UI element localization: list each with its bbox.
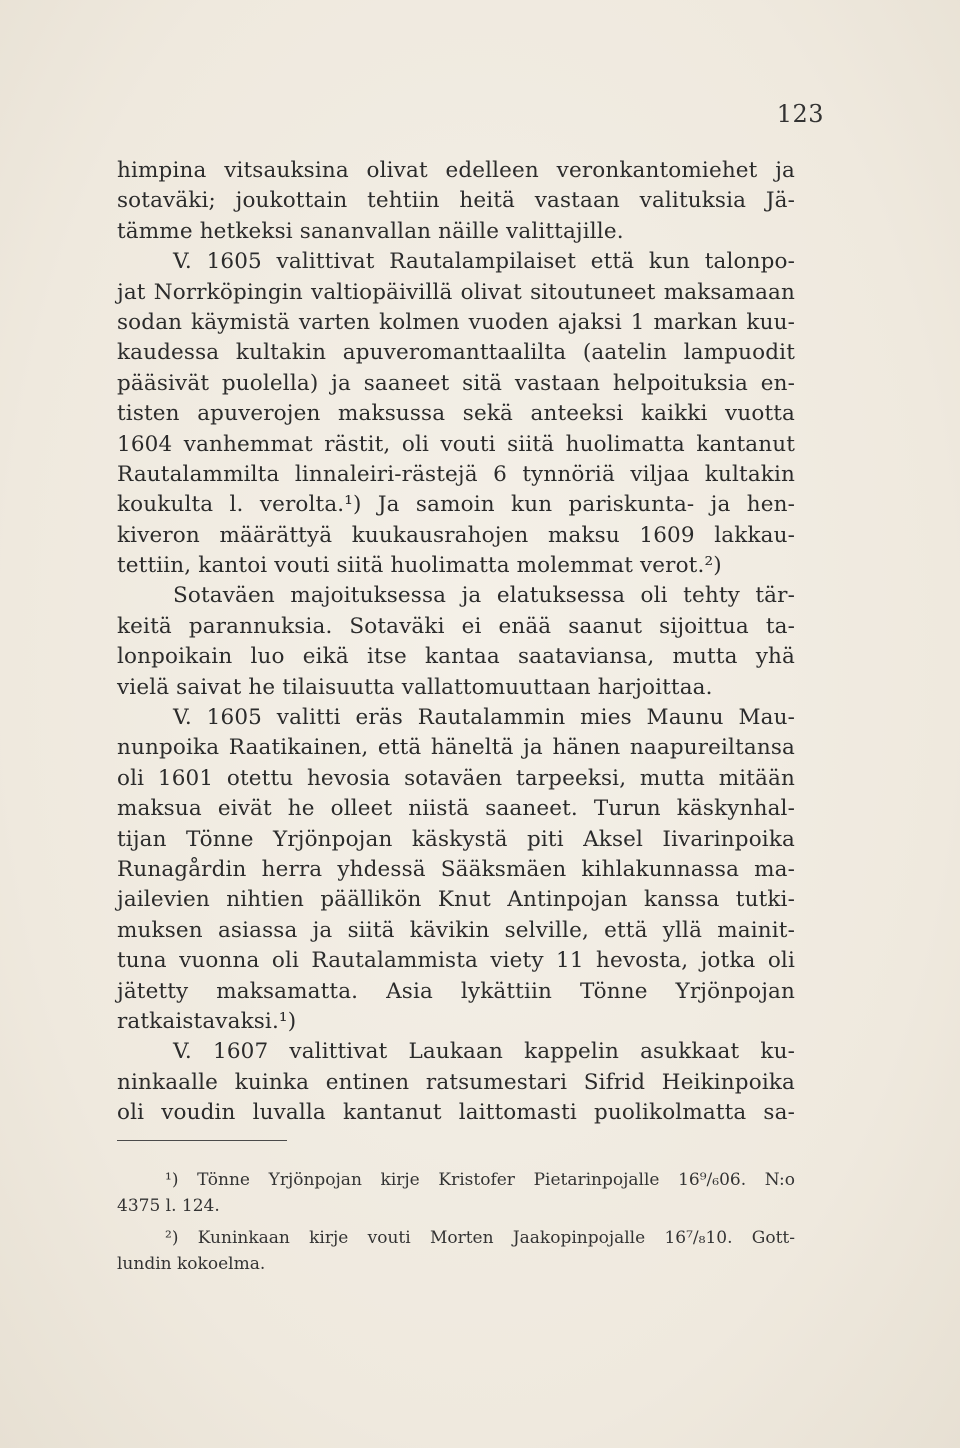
text-line: V. 1605 valitti eräs Rautalammin mies Maunu Mau- <box>173 705 795 731</box>
text-line: pääsivät puolella) ja saaneet sitä vastaan helpoituksia en- <box>117 370 795 396</box>
footnotes <box>117 1167 795 1277</box>
text-line: maksua eivät he olleet niistä saaneet. Turun käskynhal- <box>117 796 795 822</box>
text-line: lonpoikain luo eikä itse kantaa saataviansa, mutta yhä <box>117 644 795 670</box>
text-line: jailevien nihtien päällikön Knut Antinpojan kanssa tutki- <box>117 887 795 913</box>
text-line: Runagårdin herra yhdessä Sääksmäen kihlakunnassa ma- <box>117 856 795 882</box>
text-line: vielä saivat he tilaisuutta vallattomuuttaan harjoittaa. <box>117 674 713 700</box>
text-line: tämme hetkeksi sananvallan näille valittajille. <box>117 218 624 244</box>
text-line: jätetty maksamatta. Asia lykättiin Tönne Yrjönpojan <box>117 978 795 1004</box>
text-line: V. 1607 valittivat Laukaan kappelin asukkaat ku- <box>173 1039 795 1065</box>
text-line: tettiin, kantoi vouti siitä huolimatta molemmat verot.²) <box>117 553 722 579</box>
text-line: sodan käymistä varten kolmen vuoden ajaksi 1 markan kuu- <box>117 309 795 335</box>
text-line: oli voudin luvalla kantanut laittomasti puolikolmatta sa- <box>117 1100 795 1126</box>
text-line: Sotaväen majoituksessa ja elatuksessa oli tehty tär- <box>173 583 795 609</box>
text-line: V. 1605 valittivat Rautalampilaiset että kun talonpo- <box>173 249 795 275</box>
text-line: tuna vuonna oli Rautalammista viety 11 hevosta, jotka oli <box>117 948 795 974</box>
text-line: jat Norrköpingin valtiopäivillä olivat sitoutuneet maksamaan <box>117 279 795 305</box>
text-line: Rautalammilta linnaleiri-rästejä 6 tynnöriä viljaa kultakin <box>117 461 795 487</box>
text-line: tisten apuverojen maksussa sekä anteeksi kaikki vuotta <box>117 401 795 427</box>
footnote-line: lundin kokoelma. <box>117 1254 266 1274</box>
footnote-line: 4375 l. 124. <box>117 1196 220 1216</box>
footnote-line: ¹) Tönne Yrjönpojan kirje Kristofer Pietarinpojalle 16⁹/₆06. N:o <box>165 1170 795 1190</box>
text-line: tijan Tönne Yrjönpojan käskystä piti Aksel Iivarinpoika <box>117 826 795 852</box>
text-line: kaudessa kultakin apuveromanttaalilta (aatelin lampuodit <box>117 340 795 366</box>
text-line: ninkaalle kuinka entinen ratsumestari Sifrid Heikinpoika <box>117 1069 795 1095</box>
footnote-divider <box>117 1140 287 1141</box>
text-line: koukulta l. verolta.¹) Ja samoin kun pariskunta- ja hen- <box>117 492 795 518</box>
page-number: 123 <box>776 100 824 128</box>
text-line: ratkaistavaksi.¹) <box>117 1008 297 1034</box>
text-line: oli 1601 otettu hevosia sotaväen tarpeeksi, mutta mitään <box>117 765 795 791</box>
footnote-line: ²) Kuninkaan kirje vouti Morten Jaakopinpojalle 16⁷/₈10. Gott- <box>165 1228 795 1248</box>
text-line: muksen asiassa ja siitä kävikin selville, että yllä mainit- <box>117 917 795 943</box>
text-line: nunpoika Raatikainen, että häneltä ja hänen naapureiltansa <box>117 735 795 761</box>
body-text <box>117 156 795 1129</box>
text-line: keitä parannuksia. Sotaväki ei enää saanut sijoittua ta- <box>117 613 795 639</box>
text-line: 1604 vanhemmat rästit, oli vouti siitä huolimatta kantanut <box>117 431 795 457</box>
text-line: himpina vitsauksina olivat edelleen veronkantomiehet ja <box>117 158 795 183</box>
text-line: sotaväki; joukottain tehtiin heitä vastaan valituksia Jä- <box>117 188 795 214</box>
text-line: kiveron määrättyä kuukausrahojen maksu 1609 lakkau- <box>117 522 795 548</box>
